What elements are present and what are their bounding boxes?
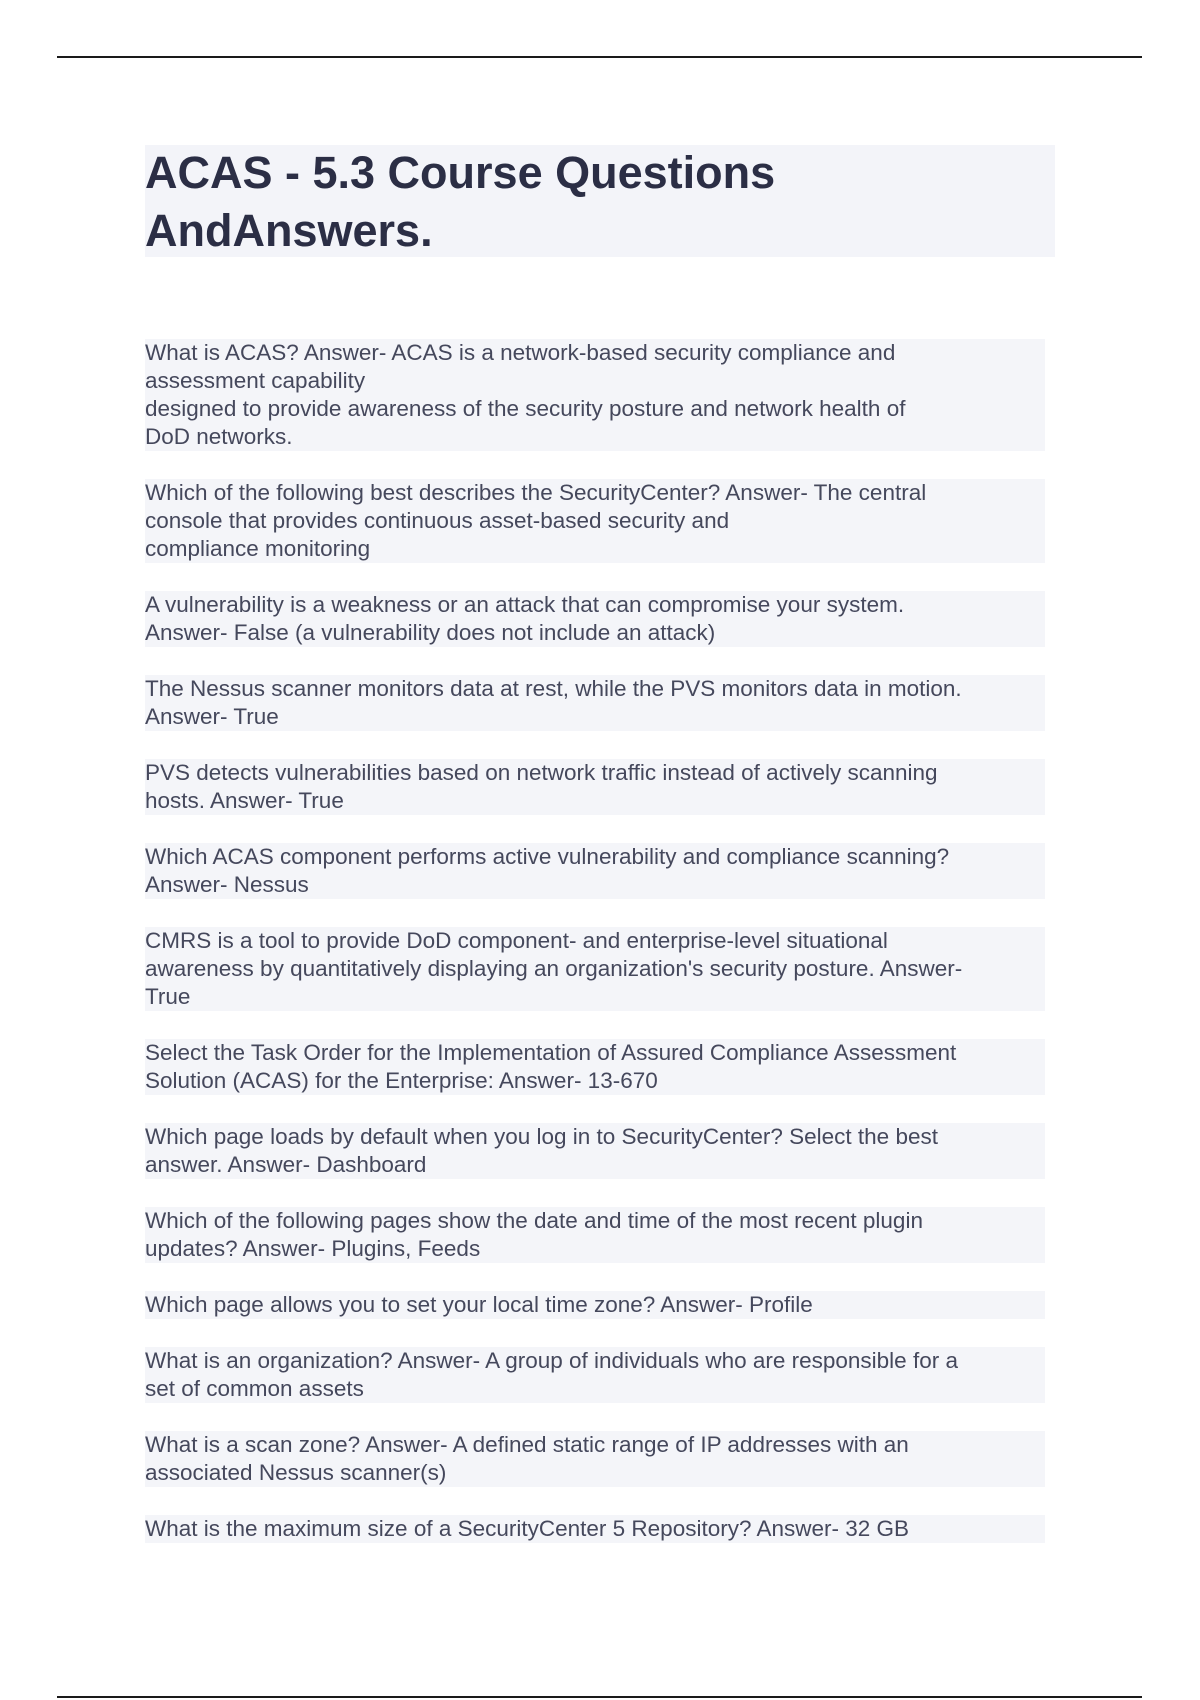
- title-line: Answers.: [232, 205, 433, 256]
- qa-line: set of common assets: [145, 1376, 364, 1401]
- qa-item: [145, 1515, 1045, 1543]
- qa-line: True: [145, 984, 191, 1009]
- qa-item: [145, 927, 1045, 1011]
- qa-item: [145, 1431, 1045, 1487]
- qa-line: Which of the following best describes the SecurityCenter? Answer- The central: [145, 480, 927, 505]
- qa-item: [145, 1123, 1045, 1179]
- qa-item: [145, 1207, 1045, 1263]
- qa-line: What is a scan zone? Answer- A defined static range of IP addresses with an: [145, 1432, 909, 1457]
- qa-line: What is ACAS? Answer- ACAS is a network-based security compliance and: [145, 340, 896, 365]
- qa-line: compliance monitoring: [145, 536, 371, 561]
- qa-line: updates? Answer- Plugins, Feeds: [145, 1236, 481, 1261]
- qa-line: PVS detects vulnerabilities based on network traffic instead of actively scanning: [145, 760, 938, 785]
- qa-item: [145, 479, 1045, 563]
- qa-line: DoD networks.: [145, 424, 293, 449]
- qa-line: Which of the following pages show the date and time of the most recent plugin: [145, 1208, 923, 1233]
- qa-line: awareness by quantitatively displaying an organization's security posture. Answer-: [145, 956, 963, 981]
- qa-line: What is the maximum size of a SecurityCenter 5 Repository? Answer- 32 GB: [145, 1516, 910, 1541]
- qa-line: assessment capability: [145, 368, 366, 393]
- qa-line: Answer- Nessus: [145, 872, 309, 897]
- qa-line: Which page loads by default when you log in to SecurityCenter? Select the best: [145, 1124, 938, 1149]
- qa-line: The Nessus scanner monitors data at rest, while the PVS monitors data in motion.: [145, 676, 962, 701]
- qa-line: console that provides continuous asset-based security and: [145, 508, 730, 533]
- qa-line: Answer- True: [145, 704, 279, 729]
- qa-line: A vulnerability is a weakness or an attack that can compromise your system.: [145, 592, 905, 617]
- qa-item: [145, 759, 1045, 815]
- qa-line: answer. Answer- Dashboard: [145, 1152, 427, 1177]
- qa-line: Solution (ACAS) for the Enterprise: Answer- 13-670: [145, 1068, 658, 1093]
- qa-item: [145, 675, 1045, 731]
- qa-line: Answer- False (a vulnerability does not include an attack): [145, 620, 716, 645]
- qa-line: hosts. Answer- True: [145, 788, 344, 813]
- top-rule: [57, 56, 1142, 58]
- qa-line: CMRS is a tool to provide DoD component- and enterprise-level situational: [145, 928, 888, 953]
- qa-line: Which ACAS component performs active vulnerability and compliance scanning?: [145, 844, 950, 869]
- qa-line: designed to provide awareness of the security posture and network health of: [145, 396, 906, 421]
- qa-list: [145, 339, 1045, 1571]
- qa-line: associated Nessus scanner(s): [145, 1460, 447, 1485]
- bottom-rule: [57, 1696, 1142, 1698]
- qa-item: [145, 1039, 1045, 1095]
- qa-line: Which page allows you to set your local time zone? Answer- Profile: [145, 1292, 813, 1317]
- qa-item: [145, 1347, 1045, 1403]
- qa-item: [145, 339, 1045, 451]
- title-line: ACAS - 5.3 Course Questions And: [145, 147, 776, 256]
- qa-line: What is an organization? Answer- A group of individuals who are responsible for a: [145, 1348, 958, 1373]
- page-title: [145, 144, 1045, 260]
- qa-item: [145, 1291, 1045, 1319]
- qa-item: [145, 843, 1045, 899]
- qa-item: [145, 591, 1045, 647]
- qa-line: Select the Task Order for the Implementation of Assured Compliance Assessment: [145, 1040, 957, 1065]
